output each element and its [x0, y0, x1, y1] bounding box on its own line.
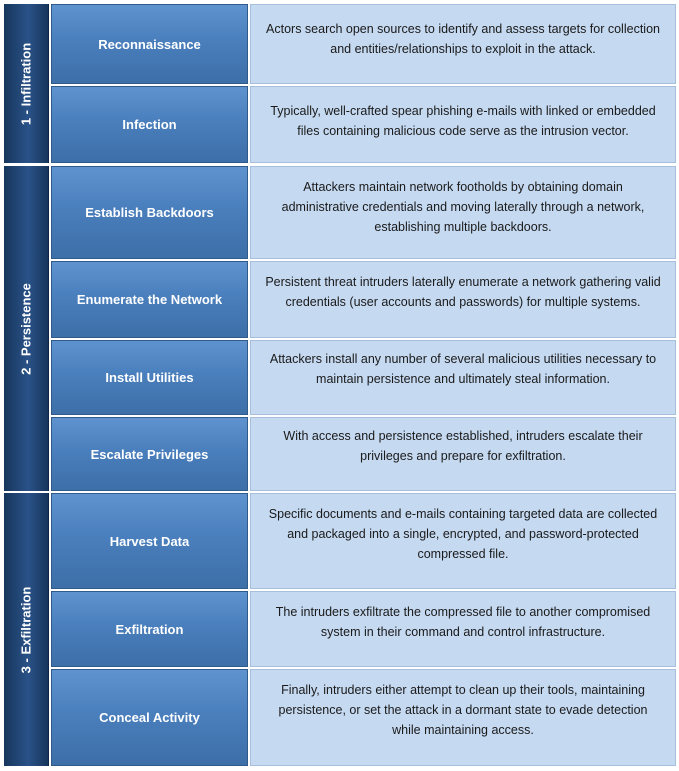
stage-description: Specific documents and e-mails containing targeted data are collected and packaged into a single, encrypted, and password-protected compressed file.	[250, 493, 676, 589]
phase-persistence	[4, 166, 49, 491]
stage-description: Persistent threat intruders laterally enumerate a network gathering valid credentials (user accounts and passwords) for multiple systems.	[250, 261, 676, 338]
stage-description: Attackers install any number of several malicious utilities necessary to maintain persistence and ultimately steal information.	[250, 340, 676, 415]
stage-description: Typically, well-crafted spear phishing e-mails with linked or embedded files containing malicious code serve as the intrusion vector.	[250, 86, 676, 163]
stage-exfiltration: Exfiltration	[51, 591, 248, 667]
stage-install-utilities: Install Utilities	[51, 340, 248, 415]
stage-harvest-data: Harvest Data	[51, 493, 248, 589]
stage-enumerate-network: Enumerate the Network	[51, 261, 248, 338]
stage-description: With access and persistence established, intruders escalate their privileges and prepare for exfiltration.	[250, 417, 676, 491]
phase-exfiltration	[4, 493, 49, 766]
phase-infiltration	[4, 4, 49, 163]
stage-description: Attackers maintain network footholds by obtaining domain administrative credentials and moving laterally through a network, establishing multiple backdoors.	[250, 166, 676, 259]
stage-establish-backdoors: Establish Backdoors	[51, 166, 248, 259]
stage-conceal-activity: Conceal Activity	[51, 669, 248, 766]
stage-description: Finally, intruders either attempt to clean up their tools, maintaining persistence, or set the attack in a dormant state to evade detection while maintaining access.	[250, 669, 676, 766]
stage-description: The intruders exfiltrate the compressed file to another compromised system in their command and control infrastructure.	[250, 591, 676, 667]
stage-reconnaissance: Reconnaissance	[51, 4, 248, 84]
stage-escalate-privileges: Escalate Privileges	[51, 417, 248, 491]
phase-label: 3 - Exfiltration	[18, 586, 34, 673]
stage-infection: Infection	[51, 86, 248, 163]
phase-label: 2 - Persistence	[18, 282, 34, 375]
stage-description: Actors search open sources to identify and assess targets for collection and entities/relationships to exploit in the attack.	[250, 4, 676, 84]
phase-label: 1 - Infiltration	[18, 42, 34, 125]
